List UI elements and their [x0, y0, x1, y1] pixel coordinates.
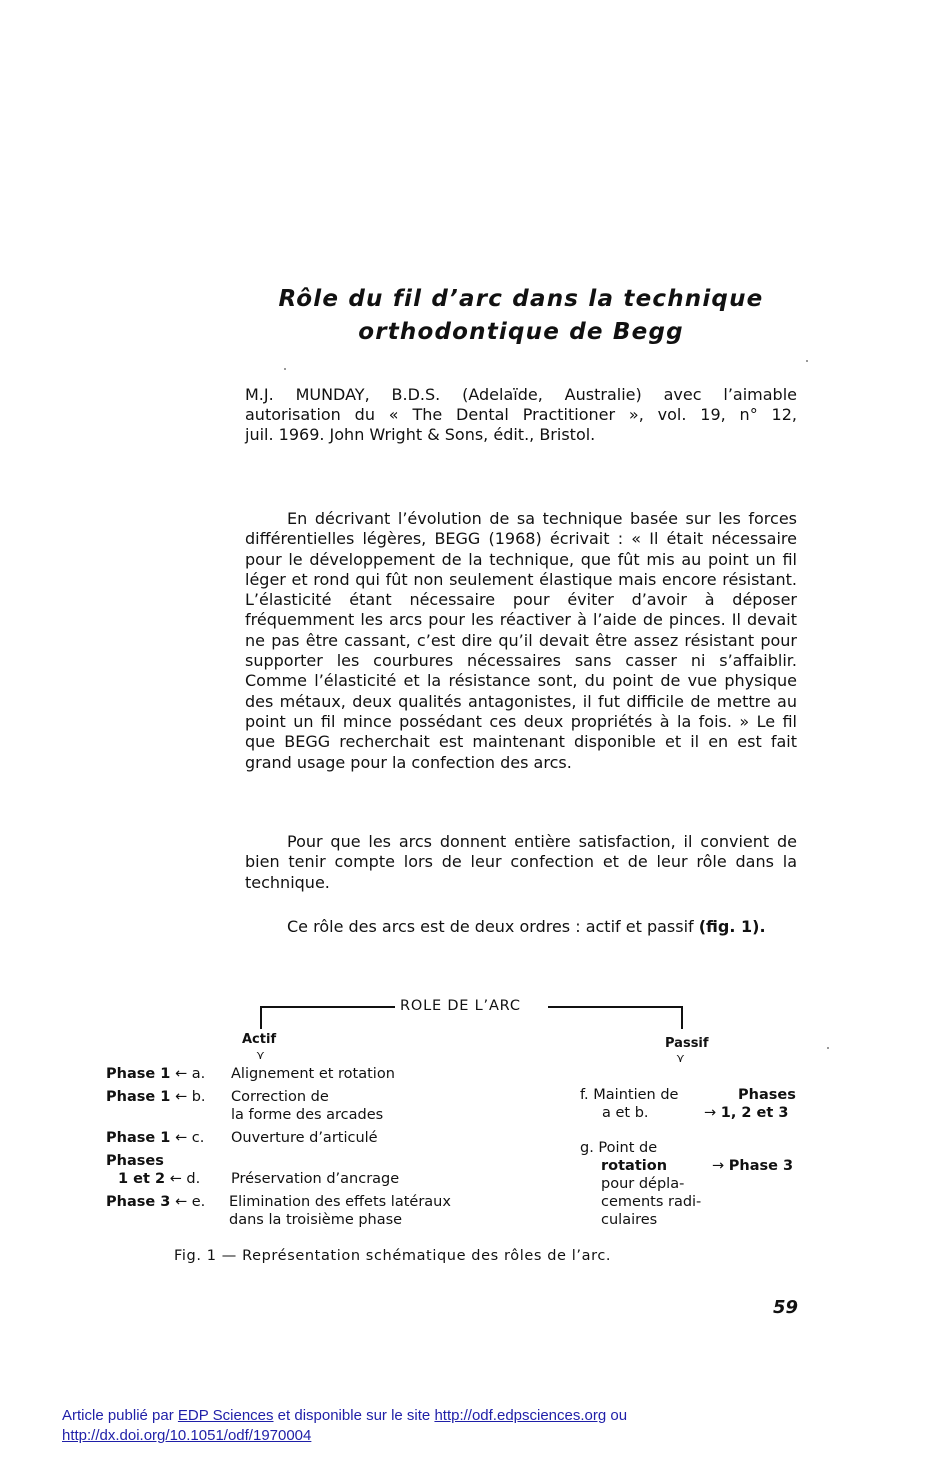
role-text-line-4: cements radi-	[601, 1194, 702, 1210]
paragraph-1-text: En décrivant l’évolution de sa technique basée sur les forces différentielles légères, BEGG (1968) écrivait : « Il était nécessaire pour le développement de la technique, que fût mis au point un fil léger et rond qui fût non seulement élastique mais encore résistant. L’élasticité étant nécessaire pour éviter d’avoir à déposer fréquemment les arcs pour les réactiver à l’aide de pinces. Il devait ne pas être cassant, c’est dire qu’il devait être assez résistant pour supporter les courbures nécessaires sans casser ni s’affaiblir. Comme l’élasticité et la résistance sont, du point de vue physique des métaux, deux qualités antagonistes, il fut difficile de mettre au point un fil mince possédant ces deux propriétés à la fois. » Le fil que BEGG recherchait est maintenant disponible et il en est fait grand usage pour la confection des arcs.	[245, 509, 797, 772]
publisher-link[interactable]: EDP Sciences	[177, 1407, 274, 1424]
row-letter: a.	[191, 1066, 206, 1082]
connector-right-vertical	[681, 1006, 683, 1029]
row-letter: d.	[186, 1171, 201, 1187]
diagram-row-a	[106, 1065, 205, 1083]
phase-label: Phases	[738, 1087, 796, 1103]
page-number: 59	[773, 1297, 799, 1318]
doi-link[interactable]: http://dx.doi.org/10.1051/odf/1970004	[62, 1427, 312, 1444]
site-link[interactable]: http://odf.edpsciences.org	[434, 1407, 607, 1424]
arrow-left-icon: ←	[174, 1194, 188, 1210]
arrow-right-icon: →	[704, 1105, 717, 1121]
footer-prefix: Article publié par	[62, 1407, 178, 1424]
connector-left-vertical	[260, 1006, 262, 1029]
passive-role-f-phase	[704, 1104, 788, 1122]
phase-label: Phase 1	[106, 1066, 171, 1082]
byline-line-2: autorisation du « The Dental Practitioner », vol. 19, n° 12,	[245, 405, 797, 424]
diagram-actif-heading: Actif	[242, 1032, 277, 1047]
phase-label: Phase 1	[106, 1130, 171, 1146]
title-line-1: Rôle du fil d’arc dans la technique	[278, 286, 764, 312]
role-text: Alignement et rotation	[231, 1066, 395, 1082]
role-text-line-2: dans la troisième phase	[229, 1212, 403, 1228]
arrow-left-icon: ←	[169, 1171, 182, 1187]
diagram-row-b	[106, 1088, 206, 1106]
publication-footer	[62, 1406, 627, 1446]
footer-line-2	[62, 1426, 627, 1446]
figure-caption: Fig. 1 — Représentation schématique des rôles de l’arc.	[174, 1248, 612, 1264]
role-text: Préservation d’ancrage	[231, 1171, 400, 1187]
byline-line-3: juil. 1969. John Wright & Sons, édit., Bristol.	[245, 425, 596, 444]
scan-speck	[806, 360, 808, 362]
phase-label: 1, 2 et 3	[720, 1105, 789, 1121]
diagram-row-e	[106, 1193, 205, 1211]
scan-speck	[827, 1047, 829, 1049]
diagram-root-label: ROLE DE L’ARC	[400, 998, 521, 1014]
connector-left-horizontal	[260, 1006, 395, 1008]
role-text	[229, 1193, 451, 1229]
arrow-left-icon: ←	[174, 1130, 188, 1146]
paragraph-2-text: Pour que les arcs donnent entière satisfaction, il convient de bien tenir compte lors de leur confection et de leur rôle dans la technique.	[245, 832, 797, 892]
role-text-line-1: Elimination des effets latéraux	[229, 1194, 451, 1210]
paragraph-3	[245, 917, 797, 937]
footer-suffix: ou	[606, 1407, 628, 1424]
role-text-line-3: pour dépla-	[601, 1176, 685, 1192]
passive-role-f	[580, 1086, 678, 1122]
phase-label: Phase 3	[728, 1158, 794, 1174]
passive-role-g	[580, 1139, 701, 1229]
role-text-line-1: f. Maintien de	[580, 1087, 679, 1103]
figure-reference: (fig. 1).	[698, 917, 766, 936]
role-text	[231, 1088, 383, 1124]
diagram-row-d	[118, 1170, 200, 1188]
paragraph-3-text: Ce rôle des arcs est de deux ordres : actif et passif	[287, 917, 699, 936]
arrow-down-icon: ⋎	[256, 1048, 265, 1062]
row-letter: e.	[191, 1194, 206, 1210]
article-title	[245, 283, 797, 349]
title-line-2: orthodontique de Begg	[358, 319, 684, 345]
footer-middle: et disponible sur le site	[273, 1407, 435, 1424]
phase-label: Phases	[106, 1153, 164, 1169]
connector-right-horizontal	[548, 1006, 683, 1008]
arrow-down-icon: ⋎	[676, 1051, 685, 1065]
phase-label: Phase 1	[106, 1089, 171, 1105]
diagram-row-c	[106, 1129, 204, 1147]
role-text-line-1: g. Point de	[580, 1140, 658, 1156]
role-text-line-5: culaires	[601, 1212, 658, 1228]
footer-line-1	[62, 1406, 627, 1426]
arrow-right-icon: →	[712, 1158, 725, 1174]
row-letter: b.	[191, 1089, 206, 1105]
phase-label: Phase 3	[106, 1194, 171, 1210]
author-byline	[245, 385, 797, 445]
role-text-line-2: a et b.	[602, 1105, 649, 1121]
row-letter: c.	[191, 1130, 205, 1146]
role-text-line-2: la forme des arcades	[231, 1107, 384, 1123]
passive-role-g-phase	[712, 1157, 793, 1175]
diagram-passif-heading: Passif	[665, 1036, 709, 1051]
arrow-left-icon: ←	[174, 1089, 188, 1105]
paragraph-1	[245, 509, 797, 773]
scan-speck	[284, 368, 286, 370]
role-text-line-2: rotation	[601, 1158, 668, 1174]
phase-label: 1 et 2	[118, 1171, 166, 1187]
byline-line-1: M.J. MUNDAY, B.D.S. (Adelaïde, Australie) avec l’aimable	[245, 385, 797, 404]
paragraph-2	[245, 832, 797, 893]
role-text-line-1: Correction de	[231, 1089, 329, 1105]
arrow-left-icon: ←	[174, 1066, 188, 1082]
role-text: Ouverture d’articulé	[231, 1130, 378, 1146]
